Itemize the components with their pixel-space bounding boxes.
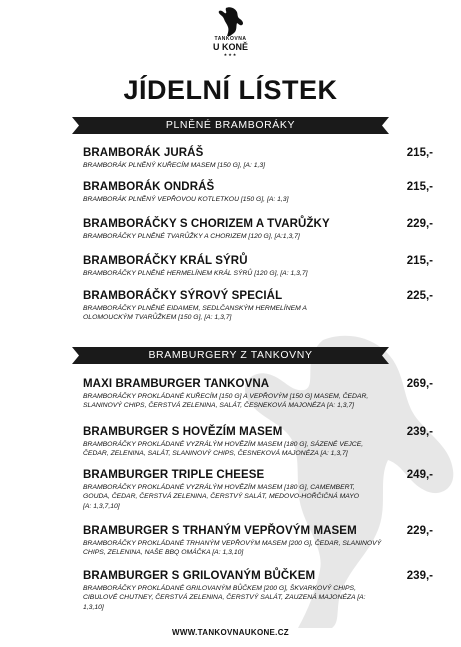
logo-top-text: TANKOVNA	[214, 36, 247, 42]
item-name: BRAMBORÁK JURÁŠ	[83, 147, 204, 159]
section-banner-bramburgery	[72, 347, 389, 364]
item-description: BRAMBORÁK PLNĚNÝ KUŘECÍM MASEM [150 G], [A: 1,3]	[83, 162, 266, 169]
item-price: 239,-	[406, 426, 433, 438]
item-description: BRAMBORÁČKY PROKLÁDANÉ TRHANÝM VEPŘOVÝM MASEM [200 G], ČEDAR, SLANINOVÝ CHIPS, ZELENINA, NAŠE BBQ OMÁČKA [A: 1,3,10]	[83, 540, 382, 557]
menu-item	[83, 426, 433, 459]
item-description: BRAMBORÁČKY PROKLÁDANÉ VYZRÁLÝM HOVĚZÍM MASEM [180 G], SÁZENÉ VEJCE, ČEDAR, ZELENINA, SALÁT, SLANINOVÝ CHIPS, ČESNEKOVÁ MAJONÉZA [A: 1,3,7]	[83, 441, 364, 458]
menu-item	[83, 469, 433, 511]
section-banner-plnene-bramboraky	[72, 117, 389, 134]
item-price: 229,-	[406, 218, 433, 230]
item-price: 239,-	[406, 570, 433, 582]
menu-item	[83, 218, 433, 241]
item-description: BRAMBORÁČKY PROKLÁDANÉ GRILOVANÝM BŮČKEM [200 G], ŠKVARKOVÝ CHIPS, CIBULOVÉ CHUTNEY, ČERSTVÁ ZELENINA, ČERSTVÝ SALÁT, ZAUZENÁ MAJONÉZA [A: 1,3,10]	[83, 585, 366, 611]
menu-item	[83, 570, 433, 612]
item-name: BRAMBURGER S TRHANÝM VEPŘOVÝM MASEM	[83, 525, 357, 537]
item-price: 229,-	[406, 525, 433, 537]
page-title: JÍDELNÍ LÍSTEK	[123, 75, 338, 105]
item-price: 225,-	[406, 290, 433, 302]
menu-item	[83, 147, 433, 170]
item-description: BRAMBORÁČKY PLNĚNÉ TVARŮŽKY A CHORIZEM [120 G], [A:1,3,7]	[83, 233, 300, 240]
item-description: BRAMBORÁK PLNĚNÝ VEPŘOVOU KOTLETKOU [150 G], [A: 1,3]	[83, 196, 289, 203]
menu-item	[83, 255, 433, 278]
menu-item	[83, 181, 433, 204]
horse-logo-icon	[216, 6, 246, 36]
item-price: 249,-	[406, 469, 433, 481]
logo-stars: ★★★	[223, 52, 238, 57]
item-description: BRAMBORÁČKY PROKLÁDANÉ KUŘECÍM [150 G] A VEPŘOVÝM [150 G] MASEM, ČEDAR, SLANINOVÝ CHIPS, ČERSTVÁ ZELENINA, SALÁT, ČESNEKOVÁ MAJONÉZA [A: 1,3,7]	[83, 393, 369, 410]
item-price: 269,-	[406, 378, 433, 390]
item-description: BRAMBORÁČKY PLNĚNÉ HERMELÍNEM KRÁL SÝRŮ [120 G], [A: 1,3,7]	[83, 270, 308, 277]
website-link[interactable]: WWW.TANKOVNAUKONE.CZ	[172, 628, 289, 637]
item-price: 215,-	[406, 181, 433, 193]
item-name: BRAMBORÁČKY KRÁL SÝRŮ	[83, 255, 248, 267]
item-price: 215,-	[406, 255, 433, 267]
section-heading: PLNĚNÉ BRAMBORÁKY	[165, 119, 296, 131]
item-name: BRAMBORÁČKY SÝROVÝ SPECIÁL	[83, 290, 283, 302]
menu-item	[83, 290, 433, 323]
item-name: BRAMBORÁK ONDRÁŠ	[83, 181, 215, 193]
item-description: BRAMBORÁČKY PROKLÁDANÉ VYZRÁLÝM HOVĚZÍM MASEM [180 G], CAMEMBERT, GOUDA, ČEDAR, ČERSTVÁ ZELENINA, ČERSTVÝ SALÁT, MEDOVO-HOŘČIČNÁ MAYO [A: 1,3,7,10]	[83, 484, 360, 510]
item-name: MAXI BRAMBURGER TANKOVNA	[83, 378, 270, 390]
menu-item	[83, 525, 433, 558]
item-name: BRAMBURGER TRIPLE CHEESE	[83, 469, 265, 481]
menu-item	[83, 378, 433, 411]
item-description: BRAMBORÁČKY PLNĚNÉ EIDAMEM, SEDLČANSKÝM HERMELÍNEM A OLOMOUCKÝM TVARŮŽKEM [150 G], [A: 1,3,7]	[83, 305, 307, 322]
logo-name: U KONĚ	[212, 42, 248, 52]
item-name: BRAMBORÁČKY S CHORIZEM A TVARŮŽKY	[83, 218, 330, 230]
logo	[0, 6, 461, 57]
item-name: BRAMBURGER S GRILOVANÝM BŮČKEM	[83, 570, 316, 582]
section-heading: BRAMBURGERY Z TANKOVNY	[148, 349, 313, 361]
item-name: BRAMBURGER S HOVĚZÍM MASEM	[83, 426, 283, 438]
item-price: 215,-	[406, 147, 433, 159]
